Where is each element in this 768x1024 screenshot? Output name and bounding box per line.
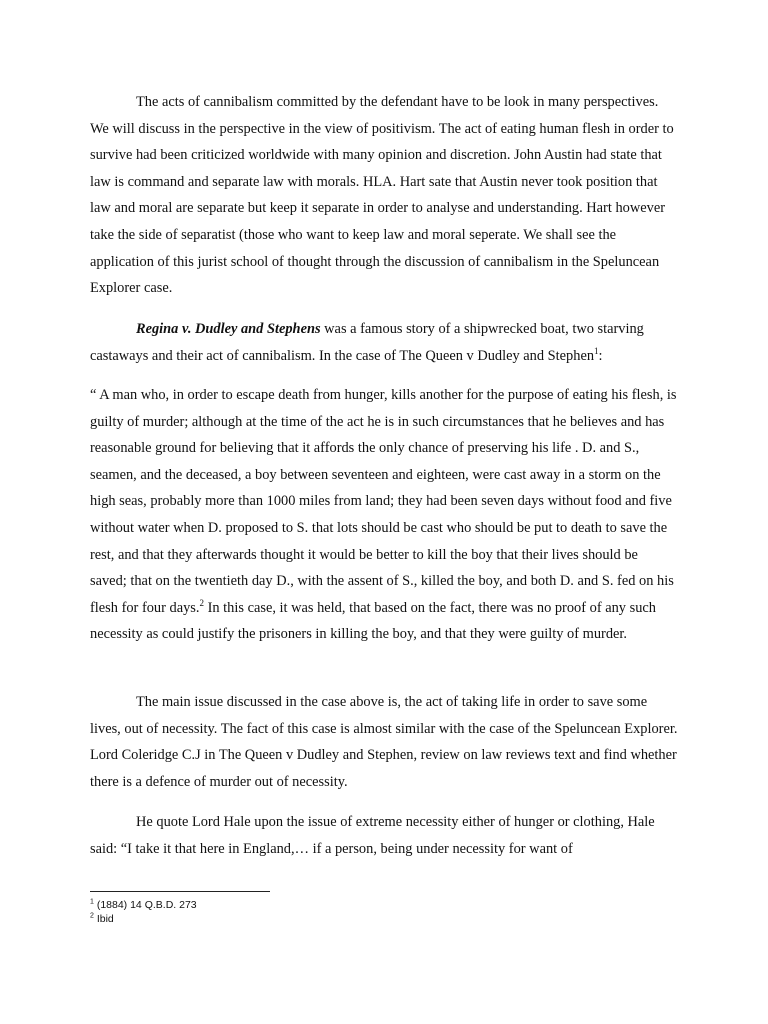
- footnote-text: Ibid: [93, 913, 114, 925]
- footnote-item: [90, 912, 678, 926]
- footnote-reference[interactable]: 1: [594, 345, 599, 356]
- footnote-item: [90, 898, 678, 912]
- paragraph-quote: [90, 382, 678, 648]
- paragraph-main-issue: [90, 689, 678, 795]
- footnotes: [90, 898, 678, 926]
- paragraph-text: He quote Lord Hale upon the issue of extreme necessity either of hunger or clothing, Hale said: “I take it that here in England,… if a person, being under necessity for want of: [90, 814, 655, 857]
- quote-holding-text: In this case, it was held, that based on the fact, there was no proof of any such necessity as could justify the prisoners in killing the boy, and that they were guilty of murder.: [90, 599, 656, 643]
- footnote-mark: 2: [90, 912, 94, 920]
- paragraph-positivism: [90, 89, 678, 302]
- footnote-text: (1884) 14 Q.B.D. 273: [93, 899, 197, 911]
- paragraph-text-end: :: [598, 347, 603, 364]
- paragraph-text: The acts of cannibalism committed by the defendant have to be look in many perspectives. We will discuss in the perspective in the view of positivism. The act of eating human flesh in order to survive had been criticized worldwide with many opinion and discretion. John Austin had state that law is command and separate law with morals. HLA. Hart sate that Austin never took position that law and moral are separate but keep it separate in order to analyse and understanding. Hart however take the side of separatist (those who want to keep law and moral seperate. We shall see the application of this jurist school of thought through the discussion of cannibalism in the Speluncean Explorer case.: [90, 94, 674, 297]
- paragraph-case-intro: [90, 316, 678, 369]
- case-name: Regina v. Dudley and Stephens: [136, 321, 321, 337]
- paragraph-lord-hale: [90, 809, 678, 862]
- footnote-mark: 1: [90, 898, 94, 906]
- paragraph-text: was a famous story of a shipwrecked boat, two starving castaways and their act of cannibalism. In the case of The Queen v Dudley and Stephen: [90, 321, 644, 364]
- quote-text: “ A man who, in order to escape death from hunger, kills another for the purpose of eating his flesh, is guilty of murder; although at the time of the act he is in such circumstances that he believes and has reasonable ground for believing that it affords the only chance of preserving his life . D. and S., seamen, and the deceased, a boy between seventeen and eighteen, were cast away in a storm on the high seas, probably more than 1000 miles from land; they had been seven days without food and five without water when D. proposed to S. that lots should be cast who should be put to death to save the rest, and that they afterwards thought it would be better to kill the boy that their lives should be saved; that on the twentieth day D., with the assent of S., killed the boy, and both D. and S. fed on his flesh for four days.: [90, 387, 677, 616]
- footnote-divider: [90, 891, 270, 892]
- footnote-reference[interactable]: 2: [199, 597, 204, 608]
- paragraph-text: The main issue discussed in the case above is, the act of taking life in order to save some lives, out of necessity. The fact of this case is almost similar with the case of the Speluncean Explorer. Lord Coleridge C.J in The Queen v Dudley and Stephen, review on law reviews text and find whether there is a defence of murder out of necessity.: [90, 694, 678, 790]
